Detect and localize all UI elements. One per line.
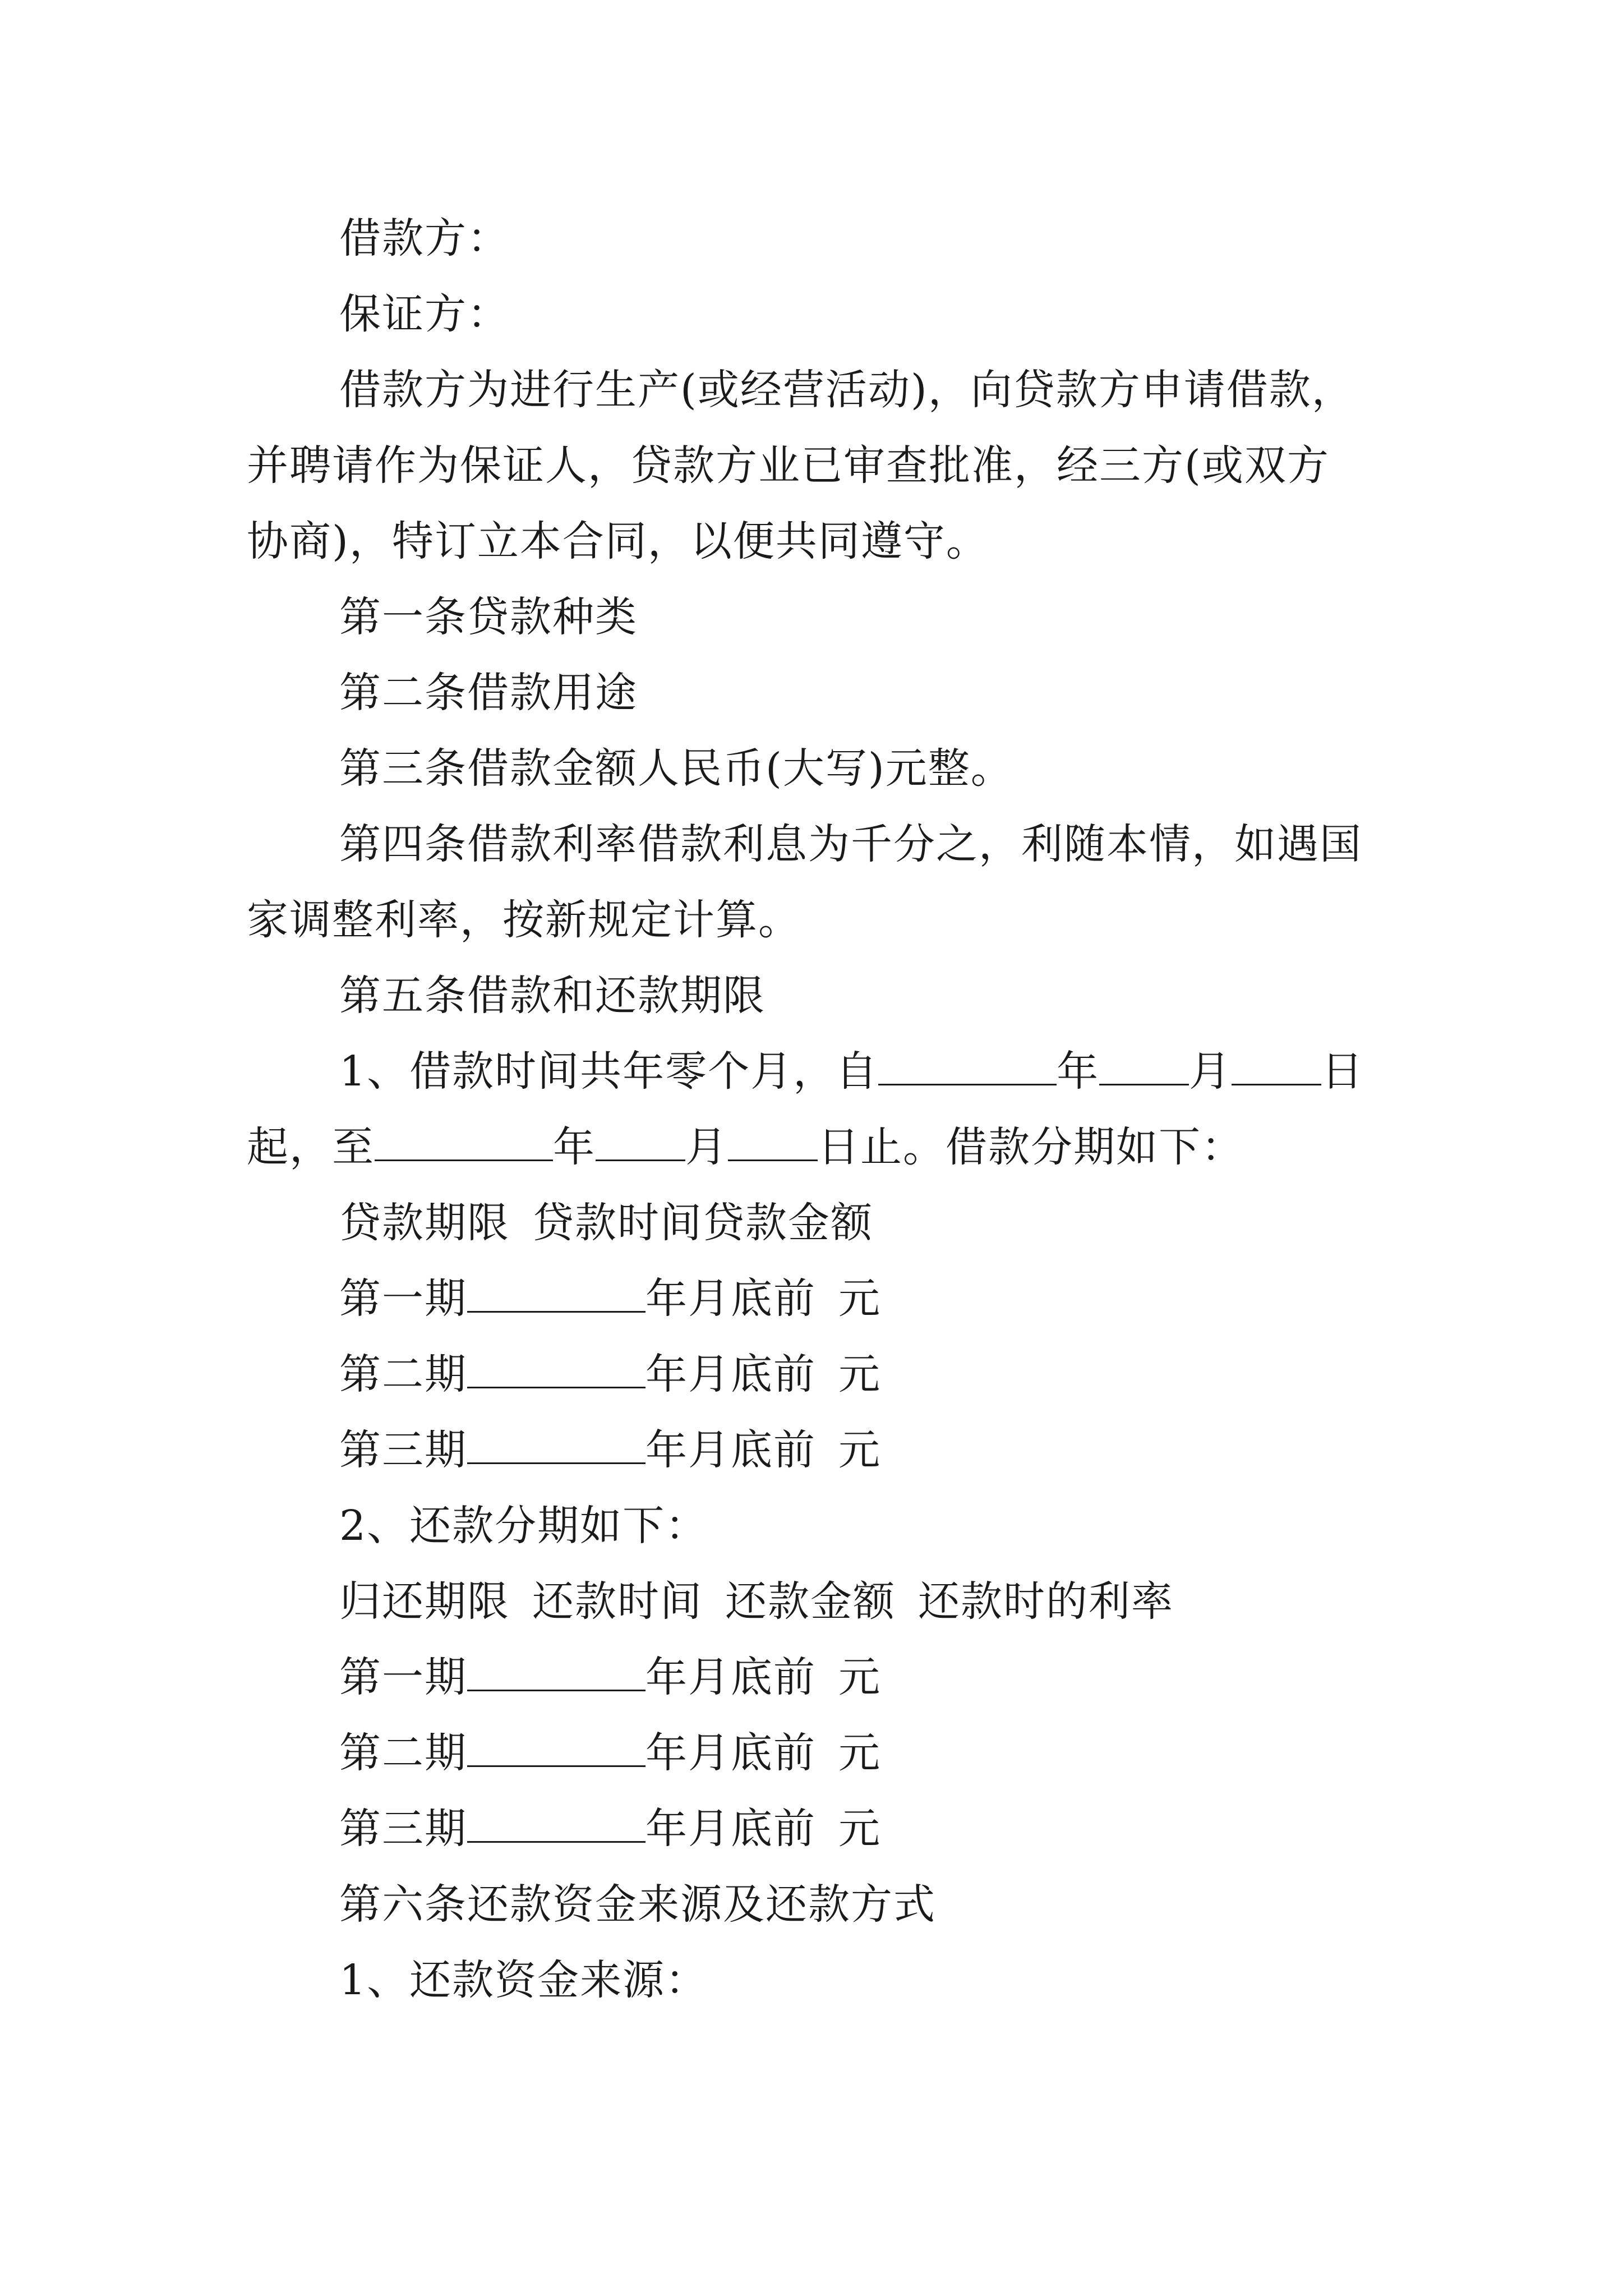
repay-row-time: 年月底前 <box>645 1653 816 1701</box>
clause-4-line-1: 第四条借款利率借款利息为千分之，利随本情，如遇国 <box>339 820 1362 868</box>
start-month-blank <box>1099 1050 1189 1085</box>
end-year-blank <box>375 1126 553 1161</box>
loan-row-time: 年月底前 <box>645 1274 816 1323</box>
clause-5-item-1-text: 1、借款时间共年零个月，自 <box>339 1047 879 1096</box>
repay-header-rate: 还款时的利率 <box>918 1577 1174 1626</box>
repay-row-period: 第三期 <box>339 1805 467 1853</box>
loan-row-blank <box>467 1277 645 1313</box>
loan-row-blank <box>467 1429 645 1464</box>
clause-5-item-1-line-2 <box>247 1122 1244 1172</box>
clause-6: 第六条还款资金来源及还款方式 <box>339 1880 936 1929</box>
loan-row-1 <box>339 1273 881 1324</box>
loan-row-2 <box>339 1349 881 1400</box>
loan-row-time: 年月底前 <box>645 1350 816 1398</box>
loan-row-period: 第二期 <box>339 1350 467 1398</box>
repay-row-blank <box>467 1807 645 1843</box>
end-day-blank <box>728 1126 818 1161</box>
loan-row-time: 年月底前 <box>645 1426 816 1474</box>
clause-6-item-1: 1、还款资金来源： <box>339 1956 708 2004</box>
loan-row-amount: 元 <box>838 1350 881 1398</box>
clause-1: 第一条贷款种类 <box>339 593 638 641</box>
guarantor-label: 保证方： <box>339 290 510 338</box>
clause-4-line-2: 家调整利率，按新规定计算。 <box>247 896 801 944</box>
start-day-blank <box>1232 1050 1321 1085</box>
preamble-line-1: 借款方为进行生产(或经营活动)，向贷款方申请借款， <box>339 366 1354 414</box>
repay-row-1 <box>339 1652 881 1703</box>
repay-header-time: 还款时间 <box>532 1577 703 1626</box>
loan-row-period: 第一期 <box>339 1274 467 1323</box>
preamble-line-3: 协商)，特订立本合同，以便共同遵守。 <box>247 517 989 565</box>
repay-header-amount: 还款金额 <box>725 1577 896 1626</box>
repay-row-blank <box>467 1656 645 1691</box>
repay-row-period: 第二期 <box>339 1729 467 1777</box>
loan-table-header <box>339 1198 873 1248</box>
clause-5-item-1-line-1 <box>339 1046 1364 1097</box>
repay-row-time: 年月底前 <box>645 1805 816 1853</box>
clause-3: 第三条借款金额人民币(大写)元整。 <box>339 744 1013 793</box>
repay-heading: 2、还款分期如下： <box>339 1502 708 1550</box>
clause-5: 第五条借款和还款期限 <box>339 972 766 1020</box>
repay-table-header <box>339 1576 1174 1627</box>
loan-row-blank <box>467 1353 645 1388</box>
repay-row-3 <box>339 1803 881 1854</box>
repay-row-amount: 元 <box>838 1729 881 1777</box>
clause-2: 第二条借款用途 <box>339 669 638 717</box>
until-text: 起，至 <box>247 1123 375 1171</box>
loan-row-amount: 元 <box>838 1274 881 1323</box>
repay-row-amount: 元 <box>838 1653 881 1701</box>
loan-row-3 <box>339 1425 881 1475</box>
year-label: 年 <box>553 1123 596 1171</box>
start-year-blank <box>878 1050 1057 1085</box>
year-label: 年 <box>1057 1047 1100 1096</box>
loan-header-period: 贷款期限 <box>339 1199 510 1247</box>
repay-row-amount: 元 <box>838 1805 881 1853</box>
loan-header-time-amount: 贷款时间贷款金额 <box>532 1199 873 1247</box>
repay-row-period: 第一期 <box>339 1653 467 1701</box>
repay-row-2 <box>339 1728 881 1778</box>
day-label: 日 <box>1321 1047 1364 1096</box>
borrower-label: 借款方： <box>339 214 510 263</box>
end-suffix-text: 日止。借款分期如下： <box>818 1123 1244 1171</box>
month-label: 月 <box>1189 1047 1232 1096</box>
loan-row-period: 第三期 <box>339 1426 467 1474</box>
preamble-line-2: 并聘请作为保证人，贷款方业已审查批准，经三方(或双方 <box>247 441 1330 490</box>
repay-header-period: 归还期限 <box>339 1577 510 1626</box>
repay-row-blank <box>467 1732 645 1767</box>
repay-row-time: 年月底前 <box>645 1729 816 1777</box>
month-label: 月 <box>685 1123 728 1171</box>
end-month-blank <box>596 1126 685 1161</box>
loan-row-amount: 元 <box>838 1426 881 1474</box>
